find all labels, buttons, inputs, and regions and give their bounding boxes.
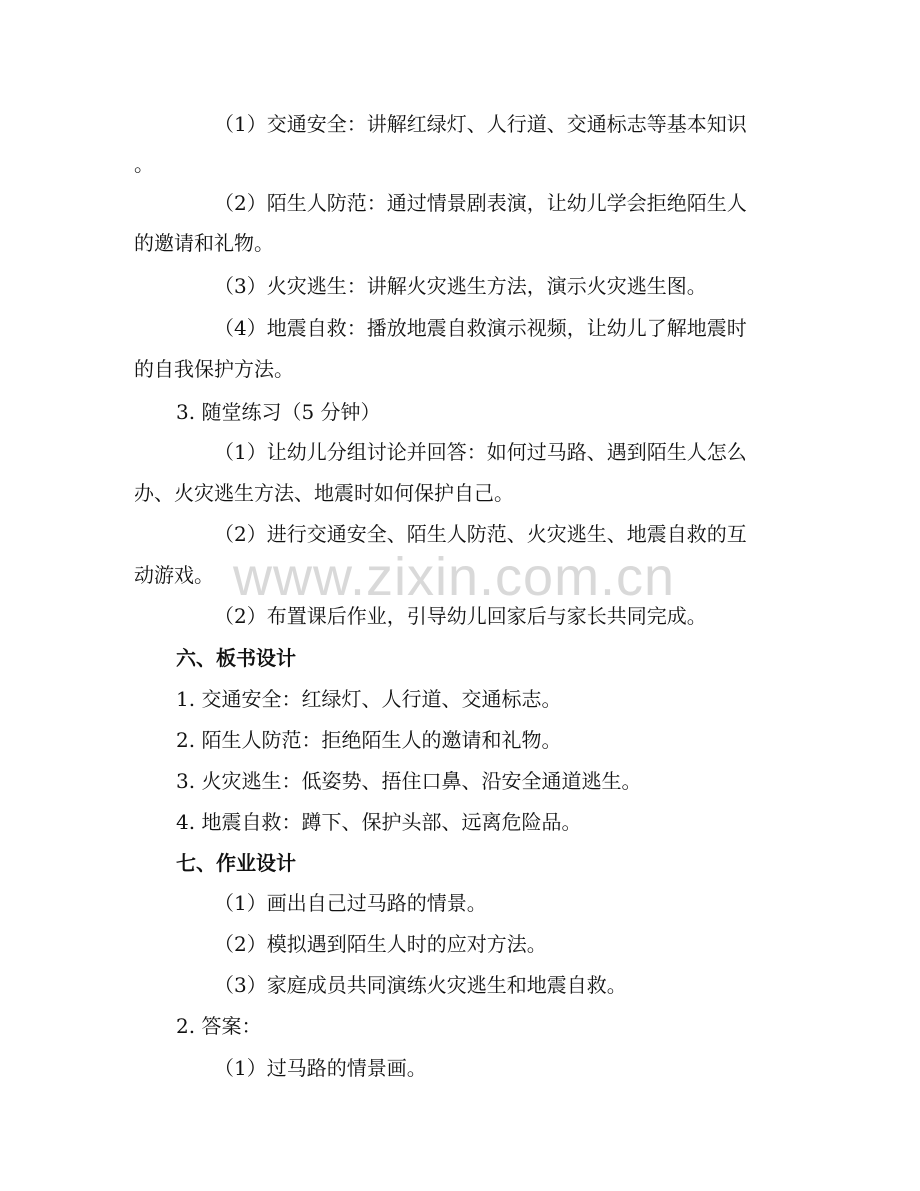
text-line: （2）模拟遇到陌生人时的应对方法。 [214, 932, 547, 956]
text-line: （1）画出自己过马路的情景。 [214, 891, 487, 915]
watermark: www.zixin.com.cn [233, 547, 676, 607]
text-line: 办、火灾逃生方法、地震时如何保护自己。 [134, 481, 514, 505]
section-heading-homework-design: 七、作业设计 [176, 851, 296, 875]
list-item: 3. 火灾逃生：低姿势、捂住口鼻、沿安全通道逃生。 [176, 769, 642, 793]
text-line: （3）家庭成员共同演练火灾逃生和地震自救。 [214, 973, 627, 997]
list-item-heading: 2. 答案： [176, 1014, 262, 1038]
text-line: 动游戏。 [134, 563, 214, 587]
section-heading-board-design: 六、板书设计 [176, 646, 296, 670]
text-line: （2）陌生人防范：通过情景剧表演，让幼儿学会拒绝陌生人 [214, 191, 747, 215]
text-line: （4）地震自救：播放地震自救演示视频，让幼儿了解地震时 [214, 316, 747, 340]
text-line: 的自我保护方法。 [134, 357, 294, 381]
text-line: （2）布置课后作业，引导幼儿回家后与家长共同完成。 [214, 604, 707, 628]
text-line: 。 [134, 152, 154, 176]
text-line: （3）火灾逃生：讲解火灾逃生方法，演示火灾逃生图。 [214, 274, 707, 298]
text-line: 的邀请和礼物。 [134, 231, 274, 255]
text-line: （1）让幼儿分组讨论并回答：如何过马路、遇到陌生人怎么 [214, 440, 747, 464]
list-item: 4. 地震自救：蹲下、保护头部、远离危险品。 [176, 810, 582, 834]
text-line: （2）进行交通安全、陌生人防范、火灾逃生、地震自救的互 [214, 522, 747, 546]
list-item-heading: 3. 随堂练习（5 分钟） [176, 400, 381, 424]
text-line: （1）过马路的情景画。 [214, 1056, 427, 1080]
list-item: 2. 陌生人防范：拒绝陌生人的邀请和礼物。 [176, 728, 562, 752]
text-line: （1）交通安全：讲解红绿灯、人行道、交通标志等基本知识 [214, 112, 747, 136]
list-item: 1. 交通安全：红绿灯、人行道、交通标志。 [176, 687, 562, 711]
